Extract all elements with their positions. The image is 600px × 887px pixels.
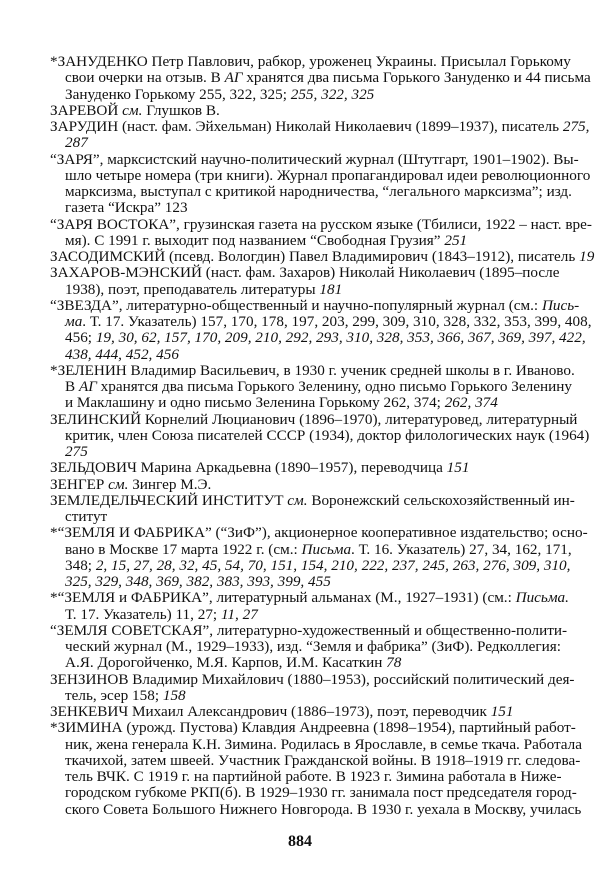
entry-text: Т. 17. Указатель) 11, 27; [65, 605, 221, 623]
entry-text: Глушков В. [142, 101, 220, 119]
italic-reference: см. [108, 475, 129, 493]
entry-line [50, 410, 578, 428]
entry-line [50, 460, 547, 476]
entry-line [50, 607, 547, 623]
entry-line [50, 768, 562, 785]
entry-line [50, 264, 560, 282]
entry-line [50, 589, 569, 607]
entry-text: В [65, 378, 79, 395]
entry-line [50, 751, 581, 769]
entry-text: “ЗАРЯ ВОСТОКА”, грузинская газета на русском языке (Тбилиси, 1922 – наст. вре- [50, 215, 592, 233]
entry-line [50, 638, 561, 655]
entry-line [50, 444, 547, 460]
entry-line [50, 103, 547, 119]
entry-text: вано в Москве 17 марта 1922 г. (см.: [65, 540, 302, 558]
index-entry [50, 477, 547, 493]
italic-reference: ма [65, 313, 83, 330]
index-entry [50, 460, 547, 476]
entry-line [50, 296, 580, 314]
entry-text: 348; [65, 556, 96, 574]
entry-text: *“ЗЕМЛЯ и ФАБРИКА”, литературный альманах (М., 1927–1931) (см.: [50, 589, 516, 607]
entry-line [50, 69, 591, 87]
italic-reference: см. [287, 491, 308, 509]
italic-reference: Письма [301, 540, 352, 558]
entry-line [50, 347, 547, 363]
entry-text: тель, эсер 158; [65, 686, 163, 704]
entry-text: хранятся два письма Горького Зануденко и 44 письма [242, 69, 591, 87]
entry-text: ститут [65, 508, 108, 525]
entry-line [50, 329, 586, 347]
entry-line [50, 282, 547, 298]
entry-line [50, 426, 590, 444]
entry-text: ЗЕЛЬДОВИЧ Марина Аркадьевна (1890–1957), переводчица [50, 459, 447, 477]
italic-reference: 255, 322, 325 [290, 85, 375, 103]
entry-text: *ЗИМИНА (урожд. Пустова) Клавдия Андреевна (1898–1954), партийный работ- [50, 719, 576, 737]
italic-reference: 19 [579, 248, 595, 265]
index-entries [50, 53, 595, 818]
index-entry [50, 215, 592, 250]
entry-text: ЗАСОДИМСКИЙ (псевд. Вологдин) Павел Владимирович (1843–1912), писатель [50, 248, 580, 265]
index-entry [50, 704, 547, 720]
entry-line [50, 621, 568, 639]
italic-reference: 11, 27 [220, 605, 258, 623]
entry-text: ткачихой, затем швеей. Участник Гражданской войны. В 1918–1919 гг. следова- [65, 751, 581, 769]
italic-reference: Пись- [541, 296, 580, 314]
entry-text: ческий журнал (М., 1929–1933), изд. “Земля и фабрика” (ЗиФ). Редколлегия: [65, 638, 561, 655]
entry-text: Зингер М.Э. [128, 475, 212, 493]
entry-text: ЗЕЛИНСКИЙ Корнелий Люцианович (1896–1970), литературовед, литературный [50, 410, 578, 428]
italic-reference: 2, 15, 27, 28, 32, 45, 54, 70, 151, 154, 210, 222, 237, 245, 263, 276, 309, 310, [95, 556, 571, 574]
entry-text: *“ЗЕМЛЯ И ФАБРИКА” (“ЗиФ”), акционерное кооперативное издательство; осно- [50, 524, 588, 542]
italic-reference: 251 [444, 231, 468, 249]
entry-text: “ЗВЕЗДА”, литературно-общественный и научно-популярный журнал (см.: [50, 296, 542, 314]
entry-line [50, 491, 575, 509]
entry-text: мя). С 1991 г. выходит под названием “Свободная Грузия” [65, 231, 445, 249]
entry-line [50, 688, 547, 704]
entry-line [50, 540, 572, 558]
index-entry [50, 361, 575, 412]
index-entry [50, 264, 560, 298]
entry-text: . Т. 16. Указатель) 27, 34, 162, 171, [351, 540, 572, 558]
entry-text: тель ВЧК. С 1919 г. на партийной работе. В 1923 г. Зимина работала в Ниже- [65, 768, 562, 785]
italic-reference: 275 [65, 443, 88, 460]
entry-line [50, 524, 588, 542]
entry-text: ник, жена генерала К.Н. Зимина. Родилась в Ярославле, в семье ткача. Работала [65, 735, 582, 753]
entry-line [50, 477, 547, 493]
italic-reference: АГ [224, 69, 243, 87]
entry-line [50, 784, 577, 802]
entry-text: шло четыре номера (три книги). Журнал пропагандировал идеи революционного [65, 166, 591, 184]
entry-line [50, 378, 572, 395]
italic-reference: 151 [490, 703, 514, 720]
index-entry [50, 670, 575, 705]
index-entry [50, 589, 569, 623]
entry-text: Зануденко Горькому 255, 322, 325; [65, 85, 291, 103]
entry-line [50, 248, 595, 265]
italic-reference: 325, 329, 348, 369, 382, 383, 393, 399, 455 [65, 573, 331, 590]
index-entry [50, 296, 592, 363]
index-entry [50, 621, 568, 672]
entry-line [50, 183, 572, 200]
entry-line [50, 53, 571, 70]
entry-text: “ЗАРЯ”, марксистский научно-политический журнал (Штутгарт, 1901–1902). Вы- [50, 150, 579, 168]
italic-reference: 78 [386, 654, 402, 672]
entry-line [50, 509, 547, 525]
entry-text: ЗЕНЗИНОВ Владимир Михайлович (1880–1953), российский политический дея- [50, 670, 575, 688]
entry-line [50, 361, 575, 379]
entry-line [50, 200, 547, 216]
italic-reference: Письма. [515, 589, 569, 607]
entry-text: критик, член Союза писателей СССР (1934), доктор филологических наук (1964) [65, 426, 590, 444]
entry-text: и Маклашину и одно письмо Зеленина Горькому 262, 374; [65, 394, 445, 412]
entry-line [50, 670, 575, 688]
page-number: 884 [288, 833, 312, 850]
entry-line [50, 704, 547, 720]
entry-text: ЗАРЕВОЙ [50, 101, 123, 119]
italic-reference: 158 [162, 686, 186, 704]
entry-line [50, 215, 592, 233]
entry-text: ЗАХАРОВ-МЭНСКИЙ (наст. фам. Захаров) Николай Николаевич (1895–после [50, 264, 560, 282]
italic-reference: 287 [65, 134, 88, 152]
entry-line [50, 655, 547, 671]
entry-text: хранятся два письма Горького Зеленину, одно письмо Горького Зеленину [96, 378, 572, 395]
entry-line [50, 166, 591, 184]
entry-line [50, 118, 590, 135]
index-entry [50, 248, 595, 265]
index-entry [50, 491, 575, 526]
italic-reference: 438, 444, 452, 456 [65, 345, 179, 363]
entry-text: газета “Искра” 123 [65, 199, 188, 217]
entry-text: 1938), поэт, преподаватель литературы [65, 280, 320, 298]
entry-line [50, 556, 571, 574]
entry-text: ЗЕНГЕР [50, 475, 109, 493]
italic-reference: АГ [78, 378, 97, 395]
entry-text: ЗАРУДИН (наст. фам. Эйхельман) Николай Николаевич (1899–1937), писатель [50, 118, 563, 135]
entry-line [50, 719, 576, 737]
entry-text: марксизма, выступал с критикой народничества, “легального марксизма”; изд. [65, 183, 572, 200]
entry-text: городском губкоме РКП(б). В 1929–1930 гг. занимала пост председателя город- [65, 784, 577, 802]
italic-reference: 181 [319, 280, 343, 298]
entry-text: А.Я. Дорогойченко, М.Я. Карпов, И.М. Касаткин [65, 654, 387, 672]
entry-line [50, 800, 582, 818]
entry-text: ЗЕНКЕВИЧ Михаил Александрович (1886–1973), поэт, переводчик [50, 703, 491, 720]
index-entry [50, 150, 591, 217]
italic-reference: 151 [446, 459, 470, 477]
entry-line [50, 233, 547, 249]
index-entry [50, 103, 547, 119]
entry-line [50, 135, 547, 151]
entry-line [50, 313, 592, 330]
entry-line [50, 395, 547, 411]
entry-text: Воронежский сельскохозяйственный ин- [307, 491, 575, 509]
index-entry [50, 524, 588, 590]
entry-text: *ЗЕЛЕНИН Владимир Васильевич, в 1930 г. ученик средней школы в г. Иваново. [50, 361, 575, 379]
entry-text: “ЗЕМЛЯ СОВЕТСКАЯ”, литературно-художественный и общественно-полити- [50, 621, 568, 639]
entry-text: 456; [65, 329, 96, 347]
entry-line [50, 574, 547, 590]
index-entry [50, 118, 590, 152]
entry-text: ского Совета Большого Нижнего Новгорода. В 1930 г. уехала в Москву, училась [65, 800, 582, 818]
italic-reference: 275, [562, 118, 590, 135]
italic-reference: 19, 30, 62, 157, 170, 209, 210, 292, 293, 310, 328, 353, 366, 367, 369, 397, 422, [95, 329, 586, 347]
italic-reference: 262, 374 [444, 394, 498, 412]
entry-line [50, 87, 547, 103]
italic-reference: см. [122, 101, 143, 119]
entry-text: . Т. 17. Указатель) 157, 170, 178, 197, 203, 299, 309, 310, 328, 332, 353, 399, 408, [82, 313, 592, 330]
index-entry [50, 410, 590, 461]
entry-text: ЗЕМЛЕДЕЛЬЧЕСКИЙ ИНСТИТУТ [50, 491, 288, 509]
entry-text: свои очерки на отзыв. В [65, 69, 225, 87]
index-entry [50, 53, 591, 103]
index-entry [50, 719, 582, 818]
entry-text: *ЗАНУДЕНКО Петр Павлович, рабкор, уроженец Украины. Присылал Горькому [50, 53, 571, 70]
entry-line [50, 735, 582, 753]
entry-line [50, 150, 579, 168]
